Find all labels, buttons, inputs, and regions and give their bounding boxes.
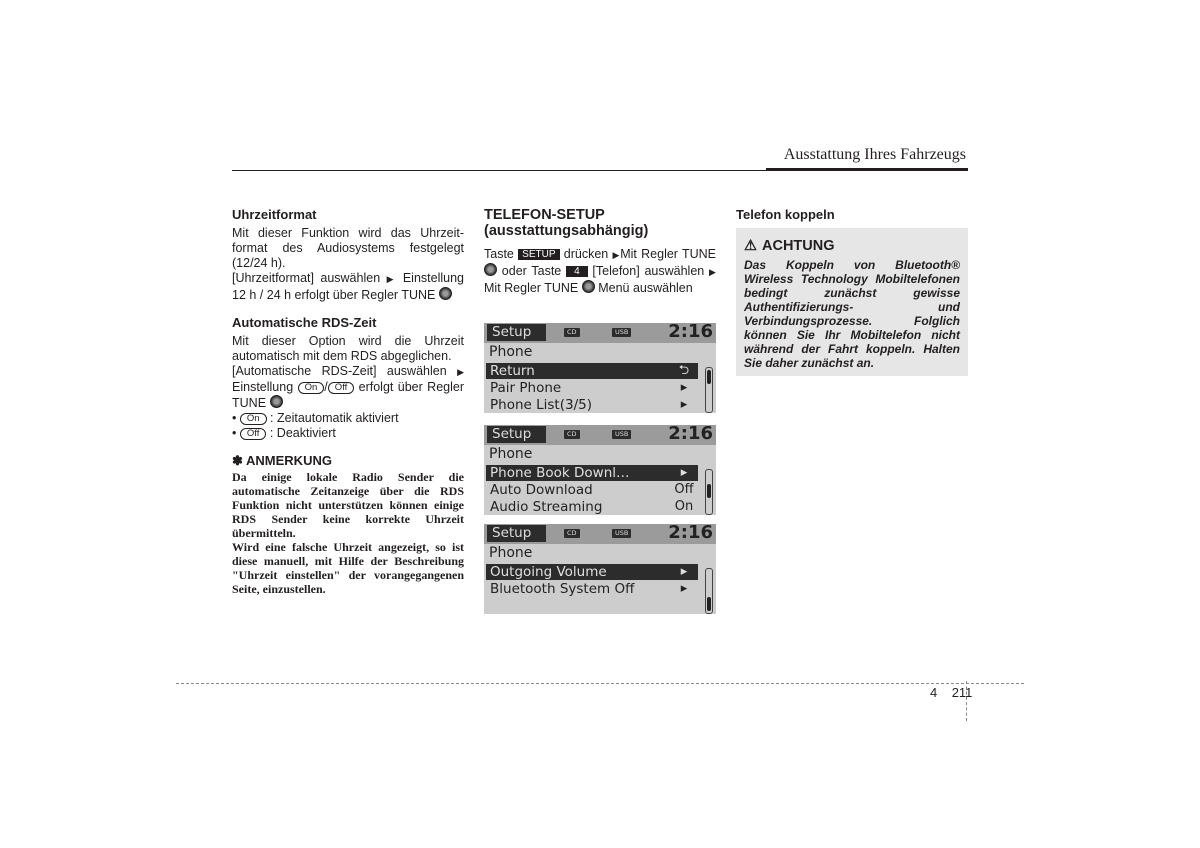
return-icon: ⮌ [670,363,698,379]
screen-subtitle: Phone [489,446,533,462]
telefon-setup-instructions [484,247,716,296]
cd-chip: CD [564,328,580,337]
warning-icon: ⚠ [744,238,757,254]
phone-screen-2 [484,425,716,515]
screen-title: Setup [487,426,546,443]
chevron-right-icon: ▸ [670,564,698,580]
usb-chip: USB [612,328,631,337]
warning-box [736,228,968,376]
rds-heading: Automatische RDS-Zeit [232,315,377,330]
instr-part: Menü auswählen [598,281,693,295]
instr-part: [Telefon] auswählen [592,264,705,278]
on-button-icon: On [298,382,325,394]
rds-step2a: Einstellung [232,380,294,394]
column-right [736,207,968,226]
tune-knob-icon [582,280,595,293]
menu-item-audio-streaming[interactable]: Audio Streaming [490,499,603,515]
off-button-icon: Off [240,428,267,440]
auto-download-value: Off [674,482,694,497]
instr-part: Mit Regler TUNE [484,281,579,295]
tune-knob-icon [270,395,283,408]
menu-item-bluetooth-system-off[interactable]: Bluetooth System Off [490,581,635,597]
key-4-icon: 4 [566,266,588,277]
tune-knob-icon [439,287,452,300]
cd-chip: CD [564,430,580,439]
scroll-thumb[interactable] [707,597,711,611]
rds-step2b: erfolgt über Regler TUNE [232,380,465,410]
header-rule [232,170,766,171]
usb-chip: USB [612,430,631,439]
warning-title [744,238,835,254]
menu-item-outgoing-volume[interactable]: Outgoing Volume [486,564,670,580]
tune-knob-icon [484,263,497,276]
telefon-setup-heading: TELEFON-SETUP (ausstattungsabhängig) [484,207,649,239]
instr-part: drücken [563,247,609,261]
page-header-title: Ausstattung Ihres Fahrzeugs [783,146,966,163]
uhrzeit-step2: Einstellung 12 h / 24 h erfolgt über Regler TUNE [232,271,464,302]
column-middle [484,207,716,296]
phone-screen-3 [484,524,716,614]
column-left [232,207,464,596]
screen-title: Setup [487,525,546,542]
footer-divider [176,683,1024,684]
note-text-2: Wird eine falsche Uhrzeit angezeigt, so ist diese manuell, mit Hilfe der Beschreibung "Uhrzeit einstellen" der vorangegangenen Seite, einzustellen. [232,540,464,596]
warning-text: Das Koppeln von Bluetooth® Wireless Technology Mobiltelefonen bedingt zunächst gewisse Authentifizierungs- und Verbindungsprozesse. Folglich können Sie Ihr Mobiltelefon nicht während der Fahrt koppeln. Halten Sie daher zunächst an. [744,258,960,370]
chapter-number: 4 [930,685,938,700]
bullet-off-text: : Deaktiviert [269,426,336,440]
arrow-icon: ▶ [709,267,716,277]
phone-screen-1 [484,323,716,413]
chevron-right-icon: ▸ [680,397,688,412]
rds-step: [Automatische RDS-Zeit] auswählen ▶ Einstellung On / Off erfolgt über Regler TUNE [232,364,465,410]
scrollbar[interactable] [705,367,713,413]
uhrzeit-heading: Uhrzeitformat [232,207,317,222]
scroll-thumb[interactable] [707,484,711,498]
menu-item-auto-download[interactable]: Auto Download [490,482,593,498]
setup-key-icon: SETUP [518,249,559,260]
scroll-thumb[interactable] [707,370,711,384]
scrollbar[interactable] [705,568,713,614]
note-heading: ✽ ANMERKUNG [232,453,332,468]
warning-title-text: ACHTUNG [762,238,835,254]
menu-item-return[interactable]: Return [486,363,670,379]
note-text-1: Da einige lokale Radio Sender die automatische Zeitanzeige über die RDS Funktion nicht unterstützen können einige RDS Sender keine korrekte Uhrzeit übermitteln. [232,470,464,540]
instr-part: Mit Regler TUNE [620,247,717,261]
cd-chip: CD [564,529,580,538]
page-number-value: 211 [951,685,973,700]
screen-time: 2:16 [668,321,713,342]
rds-text: Mit dieser Option wird die Uhrzeit automatisch mit dem RDS abgeglichen. [232,334,464,363]
usb-chip: USB [612,529,631,538]
bullet-on-text: : Zeitautomatik aktiviert [270,411,399,425]
scrollbar[interactable] [705,469,713,515]
off-button-icon: Off [328,382,355,394]
arrow-icon: ▶ [386,274,397,284]
arrow-icon: ▶ [457,367,464,377]
chevron-right-icon: ▸ [680,380,688,395]
uhrzeit-step1: [Uhrzeitformat] auswählen [232,271,381,285]
uhrzeit-text: Mit dieser Funktion wird das Uhrzeit-format des Audiosystems festgelegt (12/24 h). [232,226,464,270]
menu-item-pair-phone[interactable]: Pair Phone [490,380,562,396]
bullet-on: • On : Zeitautomatik aktiviert [232,411,399,425]
audio-streaming-value: On [674,499,694,514]
screen-subtitle: Phone [489,344,533,360]
screen-time: 2:16 [668,522,713,543]
rds-step1: [Automatische RDS-Zeit] auswählen [232,364,447,378]
instr-part: oder Taste [501,264,562,278]
arrow-icon: ▶ [612,250,621,260]
screen-title: Setup [487,324,546,341]
telefon-koppeln-heading: Telefon koppeln [736,207,835,222]
on-button-icon: On [240,413,267,425]
menu-item-phone-list[interactable]: Phone List(3/5) [490,397,592,413]
screen-subtitle: Phone [489,545,533,561]
chevron-right-icon: ▸ [680,581,688,596]
page-number [930,685,972,700]
menu-item-phone-book-download[interactable]: Phone Book Downl… [486,465,670,481]
screen-time: 2:16 [668,423,713,444]
header-bar [766,168,968,171]
chevron-right-icon: ▸ [670,465,698,481]
instr-part: Taste [484,247,514,261]
uhrzeit-step [232,271,464,303]
bullet-off: • Off : Deaktiviert [232,426,336,440]
